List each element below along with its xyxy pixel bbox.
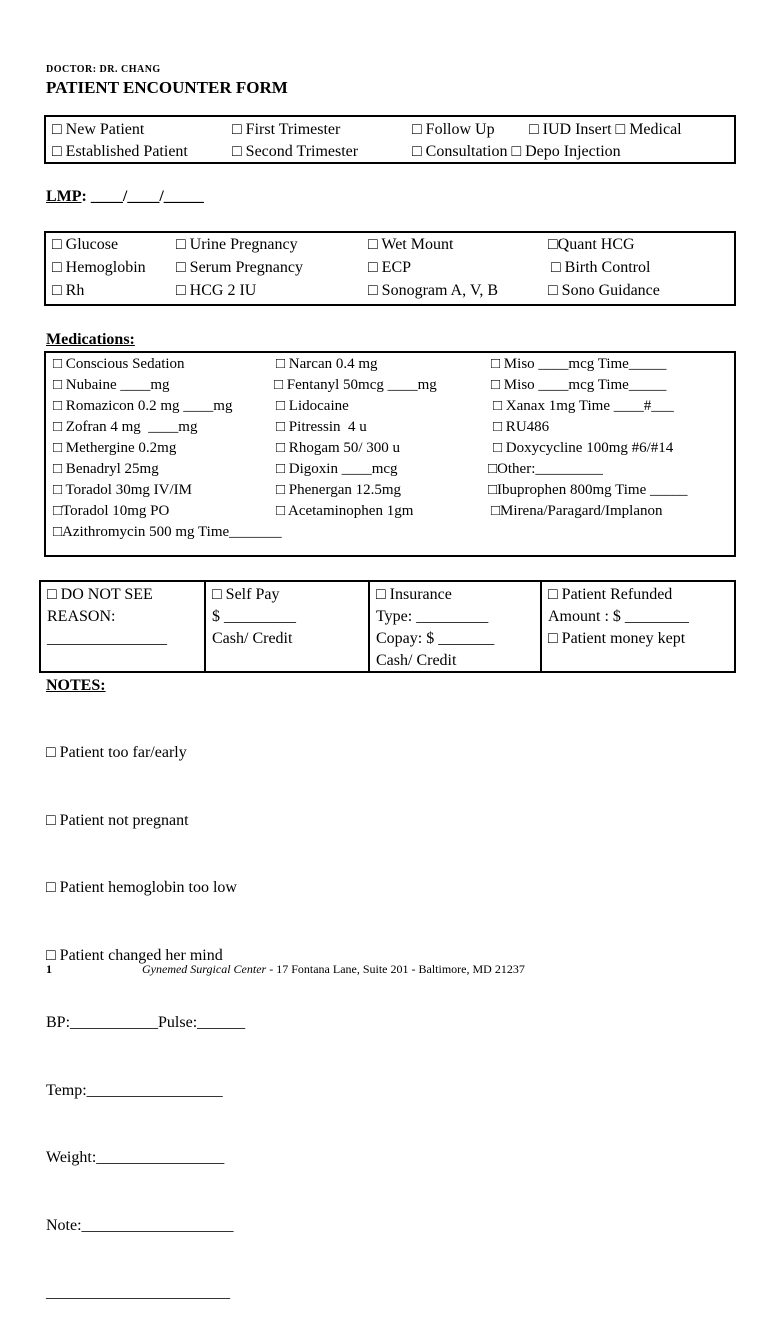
med-rhogam[interactable]: □ Rhogam 50/ 300 u: [276, 440, 401, 456]
checkbox-patient-refunded[interactable]: □ Patient Refunded: [548, 586, 673, 603]
payment-box: [39, 580, 736, 673]
checkbox-quant-hcg[interactable]: □Quant HCG: [548, 236, 635, 253]
note-field[interactable]: Note:___________________: [46, 1216, 234, 1234]
checkbox-established-patient[interactable]: □ Established Patient: [52, 143, 188, 160]
do-not-see-cell: [47, 584, 167, 650]
checkbox-hemoglobin-low[interactable]: □ Patient hemoglobin too low: [46, 879, 237, 896]
checkbox-self-pay[interactable]: □ Self Pay: [212, 586, 280, 603]
insurance-method: Cash/ Credit: [376, 652, 457, 669]
med-toradol-iv[interactable]: □ Toradol 30mg IV/IM: [53, 482, 192, 498]
checkbox-rh[interactable]: □ Rh: [52, 282, 85, 299]
lmp-value: : ____/____/_____: [81, 188, 204, 205]
doctor-label: DOCTOR: DR. CHANG: [46, 64, 161, 75]
med-conscious-sedation[interactable]: □ Conscious Sedation: [53, 356, 185, 372]
checkbox-do-not-see[interactable]: □ DO NOT SEE: [47, 586, 153, 603]
checkbox-changed-mind[interactable]: □ Patient changed her mind: [46, 946, 223, 964]
insurance-copay[interactable]: Copay: $ _______: [376, 630, 495, 647]
med-romazicon[interactable]: □ Romazicon 0.2 mg ____mg: [53, 398, 233, 414]
lmp-field[interactable]: [46, 186, 204, 208]
medications-heading: Medications:: [46, 331, 135, 348]
medications-box: [44, 351, 736, 557]
med-acetaminophen[interactable]: □ Acetaminophen 1gm: [276, 503, 414, 519]
med-zofran[interactable]: □ Zofran 4 mg ____mg: [53, 419, 198, 435]
divider-2: [368, 582, 370, 671]
note-field-line2[interactable]: _______________________: [46, 1284, 230, 1301]
checkbox-new-patient[interactable]: □ New Patient: [52, 121, 145, 138]
reason-label: REASON:: [47, 608, 116, 625]
address-text: - 17 Fontana Lane, Suite 201 - Baltimore, MD 21237: [266, 962, 525, 976]
checkbox-follow-up[interactable]: □ Follow Up: [412, 121, 495, 138]
checkbox-consultation-depo[interactable]: □ Consultation □ Depo Injection: [412, 143, 621, 160]
med-fentanyl[interactable]: □ Fentanyl 50mcg ____mg: [274, 377, 437, 393]
footer-address: [142, 962, 525, 977]
self-pay-cell: [212, 584, 296, 650]
checkbox-too-far-early[interactable]: □ Patient too far/early: [46, 744, 187, 761]
temp-field[interactable]: Temp:_________________: [46, 1081, 223, 1099]
checkbox-urine-pregnancy[interactable]: □ Urine Pregnancy: [176, 236, 298, 253]
med-azithromycin[interactable]: □Azithromycin 500 mg Time_______: [53, 524, 282, 540]
notes-list: [46, 697, 245, 1327]
med-miso-2[interactable]: □ Miso ____mcg Time_____: [491, 377, 667, 393]
med-phenergan[interactable]: □ Phenergan 12.5mg: [276, 482, 402, 498]
checkbox-ecp[interactable]: □ ECP: [368, 259, 412, 276]
checkbox-patient-money-kept[interactable]: □ Patient money kept: [548, 630, 686, 647]
checkbox-glucose[interactable]: □ Glucose: [52, 236, 119, 253]
insurance-type[interactable]: Type: _________: [376, 608, 489, 625]
self-pay-method: Cash/ Credit: [212, 630, 293, 647]
med-narcan[interactable]: □ Narcan 0.4 mg: [276, 356, 378, 372]
notes-heading: NOTES:: [46, 677, 106, 694]
checkbox-not-pregnant[interactable]: □ Patient not pregnant: [46, 811, 189, 829]
reason-blank[interactable]: _______________: [47, 630, 167, 647]
med-ibuprophen[interactable]: □Ibuprophen 800mg Time _____: [488, 482, 688, 498]
divider-1: [204, 582, 206, 671]
med-toradol-po[interactable]: □Toradol 10mg PO: [53, 503, 170, 519]
tests-box: [44, 231, 736, 306]
checkbox-sonogram[interactable]: □ Sonogram A, V, B: [368, 282, 498, 299]
divider-3: [540, 582, 542, 671]
med-doxycycline[interactable]: □ Doxycycline 100mg #6/#14: [493, 440, 674, 456]
refund-cell: [548, 584, 689, 650]
med-lidocaine[interactable]: □ Lidocaine: [276, 398, 349, 414]
refund-amount[interactable]: Amount : $ ________: [548, 608, 689, 625]
checkbox-wet-mount[interactable]: □ Wet Mount: [368, 236, 454, 253]
checkbox-sono-guidance[interactable]: □ Sono Guidance: [548, 282, 660, 299]
checkbox-iud-insert-medical[interactable]: □ IUD Insert □ Medical: [529, 121, 682, 138]
self-pay-amount[interactable]: $ _________: [212, 608, 296, 625]
checkbox-hemoglobin[interactable]: □ Hemoglobin: [52, 259, 146, 276]
med-methergine[interactable]: □ Methergine 0.2mg: [53, 440, 177, 456]
insurance-cell: [376, 584, 494, 672]
weight-field[interactable]: Weight:________________: [46, 1149, 225, 1166]
page-number: 1: [46, 962, 52, 976]
checkbox-birth-control[interactable]: □ Birth Control: [551, 259, 651, 276]
visit-type-box: [44, 115, 736, 164]
med-miso-1[interactable]: □ Miso ____mcg Time_____: [491, 356, 667, 372]
center-name: Gynemed Surgical Center: [142, 962, 267, 976]
med-xanax[interactable]: □ Xanax 1mg Time ____#___: [493, 398, 674, 414]
checkbox-insurance[interactable]: □ Insurance: [376, 586, 452, 603]
med-mirena[interactable]: □Mirena/Paragard/Implanon: [491, 503, 663, 519]
bp-pulse-field[interactable]: BP:___________Pulse:______: [46, 1014, 246, 1031]
checkbox-hcg-2iu[interactable]: □ HCG 2 IU: [176, 282, 257, 299]
checkbox-serum-pregnancy[interactable]: □ Serum Pregnancy: [176, 259, 303, 276]
lmp-label: LMP: [46, 188, 82, 205]
med-digoxin[interactable]: □ Digoxin ____mcg: [276, 461, 398, 477]
med-pitressin[interactable]: □ Pitressin 4 u: [276, 419, 367, 435]
med-other[interactable]: □Other:_________: [488, 461, 603, 477]
form-title: PATIENT ENCOUNTER FORM: [46, 78, 288, 97]
med-benadryl[interactable]: □ Benadryl 25mg: [53, 461, 159, 477]
checkbox-first-trimester[interactable]: □ First Trimester: [232, 121, 341, 138]
med-nubaine[interactable]: □ Nubaine ____mg: [53, 377, 170, 393]
med-ru486[interactable]: □ RU486: [493, 419, 550, 435]
checkbox-second-trimester[interactable]: □ Second Trimester: [232, 143, 359, 160]
